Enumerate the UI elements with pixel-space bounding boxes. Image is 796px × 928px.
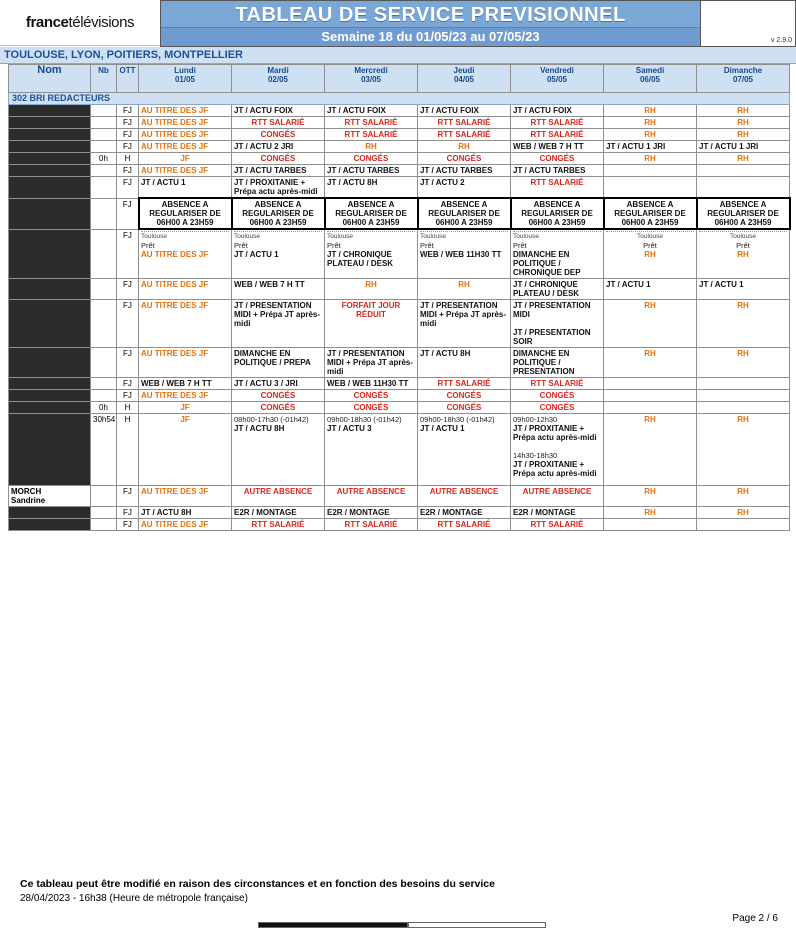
shift-cell: JT / ACTU 8H <box>418 348 511 378</box>
schedule-table <box>8 64 791 531</box>
shift-cell: RTT SALARIÉ <box>418 519 511 531</box>
cell-pret: Prêt <box>420 241 434 250</box>
cities-bar: TOULOUSE, LYON, POITIERS, MONTPELLIER <box>0 47 796 64</box>
shift-cell <box>697 402 790 414</box>
table-row <box>9 198 790 229</box>
shift-cell: CONGÉS <box>325 390 418 402</box>
absence-cell: ABSENCE A REGULARISER DE 06H00 A 23H59 <box>604 198 697 229</box>
table-row <box>9 414 790 486</box>
shift-cell: JT / PROXITANIE + Prépa actu après-midi <box>232 177 325 199</box>
shift-cell: JT / ACTU TARBES <box>418 165 511 177</box>
shift-cell: AU TITRE DES JF <box>139 279 232 300</box>
shift-cell: FORFAIT JOUR RÉDUIT <box>325 300 418 348</box>
column-header-day-5 <box>511 65 604 93</box>
table-row <box>9 507 790 519</box>
row-ott-cell: FJ <box>117 129 139 141</box>
table-row <box>9 486 790 507</box>
shift-cell: CONGÉS <box>418 153 511 165</box>
row-ott-cell: FJ <box>117 486 139 507</box>
shift-cell: CONGÉS <box>232 129 325 141</box>
shift-cell: RTT SALARIÉ <box>511 129 604 141</box>
shift-cell: Toulouse Prêt JT / ACTU 1 <box>232 229 325 279</box>
row-name-cell <box>9 390 91 402</box>
shift-cell: RH <box>697 300 790 348</box>
absence-cell: ABSENCE A REGULARISER DE 06H00 A 23H59 <box>232 198 325 229</box>
shift-cell: JT / ACTU TARBES <box>325 165 418 177</box>
cell-tag: Toulouse <box>606 231 694 241</box>
column-header-day-7 <box>697 65 790 93</box>
column-header-nb: Nb <box>91 65 117 93</box>
row-ott-cell: FJ <box>117 507 139 519</box>
shift-cell: JT / ACTU FOIX <box>232 105 325 117</box>
day-date: 04/05 <box>453 75 475 84</box>
shift-cell: 08h00-17h30 (-01h42) JT / ACTU 8H <box>232 414 325 486</box>
day-name: Dimanche <box>723 66 763 75</box>
row-ott-cell: FJ <box>117 141 139 153</box>
shift-cell: JT / ACTU 1 JRI <box>604 141 697 153</box>
shift-cell <box>697 165 790 177</box>
shift-cell: WEB / WEB 7 H TT <box>511 141 604 153</box>
shift-cell: RH <box>697 105 790 117</box>
bottom-strip-light <box>408 922 546 928</box>
shift-cell: AU TITRE DES JF <box>139 129 232 141</box>
shift-cell <box>604 165 697 177</box>
row-hours-cell: 0h <box>91 402 117 414</box>
row-name-cell <box>9 279 91 300</box>
shift-cell: JT / ACTU FOIX <box>511 105 604 117</box>
shift-cell: AU TITRE DES JF <box>139 300 232 348</box>
table-row <box>9 177 790 199</box>
table-row <box>9 129 790 141</box>
row-name-cell <box>9 378 91 390</box>
document-header <box>0 0 796 47</box>
section-label: 302 BRI REDACTEURS <box>9 93 790 105</box>
row-name-cell <box>9 129 91 141</box>
row-hours-cell <box>91 165 117 177</box>
column-header-ott: OTT <box>117 65 139 93</box>
shift-cell: CONGÉS <box>418 402 511 414</box>
row-hours-cell <box>91 279 117 300</box>
day-date: 03/05 <box>360 75 382 84</box>
row-name-cell <box>9 414 91 486</box>
shift-cell: JF <box>139 153 232 165</box>
shift-cell: WEB / WEB 11H30 TT <box>325 378 418 390</box>
row-hours-cell <box>91 117 117 129</box>
shift-cell: CONGÉS <box>511 390 604 402</box>
shift-cell: CONGÉS <box>232 390 325 402</box>
row-hours-cell: 0h <box>91 153 117 165</box>
row-name-cell <box>9 229 91 279</box>
column-header-day-2 <box>232 65 325 93</box>
table-row <box>9 279 790 300</box>
shift-cell: Toulouse Prêt WEB / WEB 11H30 TT <box>418 229 511 279</box>
logo-bold-text: france <box>25 14 69 31</box>
shift-cell: DIMANCHE EN POLITIQUE / PREPA <box>232 348 325 378</box>
absence-cell: ABSENCE A REGULARISER DE 06H00 A 23H59 <box>418 198 511 229</box>
day-date: 01/05 <box>174 75 196 84</box>
shift-cell: RH <box>604 129 697 141</box>
cell-time: 09h00-12h30 <box>513 415 558 424</box>
cell-time-2: 14h30-18h30 <box>513 451 558 460</box>
shift-cell: RTT SALARIÉ <box>325 519 418 531</box>
row-ott-cell: FJ <box>117 105 139 117</box>
table-body <box>9 93 790 531</box>
shift-cell: RTT SALARIÉ <box>511 378 604 390</box>
row-name-cell <box>9 177 91 199</box>
shift-cell: JT / PRESENTATION MIDI + Prépa JT après-midi <box>232 300 325 348</box>
shift-cell <box>697 378 790 390</box>
table-row <box>9 229 790 279</box>
row-name-cell <box>9 519 91 531</box>
cell-pret: Prêt <box>234 241 248 250</box>
shift-cell <box>604 177 697 199</box>
shift-cell: Toulouse Prêt JT / CHRONIQUE PLATEAU / DESK <box>325 229 418 279</box>
cell-tag: Toulouse <box>420 231 508 241</box>
table-row <box>9 402 790 414</box>
shift-cell: Toulouse Prêt RH <box>604 229 697 279</box>
shift-cell: AU TITRE DES JF <box>139 117 232 129</box>
table-row <box>9 348 790 378</box>
shift-cell: RH <box>604 348 697 378</box>
shift-cell: JT / ACTU TARBES <box>232 165 325 177</box>
week-subtitle: Semaine 18 du 01/05/23 au 07/05/23 <box>161 27 700 46</box>
shift-cell: RH <box>604 507 697 519</box>
shift-cell: WEB / WEB 7 H TT <box>139 378 232 390</box>
shift-cell: RTT SALARIÉ <box>418 117 511 129</box>
row-hours-cell <box>91 177 117 199</box>
shift-cell: AU TITRE DES JF <box>139 519 232 531</box>
row-hours-cell <box>91 105 117 117</box>
cell-time: 09h00-18h30 (-01h42) <box>327 415 402 424</box>
row-ott-cell: H <box>117 153 139 165</box>
shift-cell: CONGÉS <box>232 153 325 165</box>
row-ott-cell: FJ <box>117 300 139 348</box>
shift-cell: AUTRE ABSENCE <box>232 486 325 507</box>
row-name-cell <box>9 507 91 519</box>
row-name-cell <box>9 198 91 229</box>
shift-cell: AU TITRE DES JF <box>139 486 232 507</box>
column-header-nom: Nom <box>9 65 91 93</box>
footer <box>20 878 780 904</box>
shift-cell: 09h00-18h30 (-01h42) JT / ACTU 3 <box>325 414 418 486</box>
shift-cell: JT / PRESENTATION MIDI + Prépa JT après-midi <box>418 300 511 348</box>
page-number: Page 2 / 6 <box>732 913 778 924</box>
row-hours-cell <box>91 229 117 279</box>
shift-cell: RH <box>604 117 697 129</box>
shift-cell: JT / ACTU 2 <box>418 177 511 199</box>
shift-cell: DIMANCHE EN POLITIQUE / PRESENTATION <box>511 348 604 378</box>
row-ott-cell: FJ <box>117 390 139 402</box>
shift-cell: RH <box>325 279 418 300</box>
column-header-day-1 <box>139 65 232 93</box>
shift-cell: RTT SALARIÉ <box>511 519 604 531</box>
day-date: 05/05 <box>546 75 568 84</box>
cell-pret: Prêt <box>736 241 750 250</box>
shift-cell: CONGÉS <box>511 402 604 414</box>
shift-cell: JT / ACTU 1 <box>604 279 697 300</box>
shift-cell: RTT SALARIÉ <box>232 117 325 129</box>
shift-cell <box>697 177 790 199</box>
shift-cell: RH <box>604 486 697 507</box>
table-row <box>9 105 790 117</box>
cell-tag: Toulouse <box>513 231 601 241</box>
shift-cell: RH <box>697 117 790 129</box>
day-name: Mardi <box>267 66 289 75</box>
shift-cell: JF <box>139 414 232 486</box>
shift-cell: E2R / MONTAGE <box>232 507 325 519</box>
day-date: 07/05 <box>732 75 754 84</box>
shift-cell: RH <box>604 300 697 348</box>
shift-cell: CONGÉS <box>511 153 604 165</box>
shift-cell <box>604 402 697 414</box>
shift-cell: RH <box>697 348 790 378</box>
shift-cell: E2R / MONTAGE <box>325 507 418 519</box>
cell-time: 09h00-18h30 (-01h42) <box>420 415 495 424</box>
shift-cell: RH <box>697 414 790 486</box>
shift-cell: RTT SALARIÉ <box>511 177 604 199</box>
shift-cell: AU TITRE DES JF <box>139 105 232 117</box>
footer-generated: 28/04/2023 - 16h38 (Heure de métropole française) <box>20 893 248 904</box>
row-ott-cell: FJ <box>117 348 139 378</box>
row-hours-cell <box>91 390 117 402</box>
shift-cell: AU TITRE DES JF <box>139 390 232 402</box>
row-name-cell <box>9 300 91 348</box>
shift-cell <box>697 519 790 531</box>
shift-cell: JT / CHRONIQUE PLATEAU / DESK <box>511 279 604 300</box>
absence-cell: ABSENCE A REGULARISER DE 06H00 A 23H59 <box>697 198 790 229</box>
shift-cell: JT / ACTU 3 / JRI <box>232 378 325 390</box>
shift-cell: RTT SALARIÉ <box>418 378 511 390</box>
france-televisions-logo <box>0 0 160 46</box>
row-name-cell <box>9 105 91 117</box>
shift-cell: JT / ACTU 1 <box>139 177 232 199</box>
row-hours-cell <box>91 300 117 348</box>
shift-cell: RH <box>418 141 511 153</box>
shift-cell: RH <box>604 153 697 165</box>
row-hours-cell: 30h54 <box>91 414 117 486</box>
row-name-cell <box>9 117 91 129</box>
cell-tag: Toulouse <box>327 231 415 241</box>
absence-cell: ABSENCE A REGULARISER DE 06H00 A 23H59 <box>325 198 418 229</box>
shift-cell: RH <box>418 279 511 300</box>
row-name-cell <box>9 141 91 153</box>
row-ott-cell: H <box>117 402 139 414</box>
row-ott-cell: FJ <box>117 177 139 199</box>
row-ott-cell: FJ <box>117 519 139 531</box>
column-header-day-3 <box>325 65 418 93</box>
shift-cell: RH <box>697 153 790 165</box>
day-name: Jeudi <box>453 66 475 75</box>
shift-cell: E2R / MONTAGE <box>418 507 511 519</box>
table-header-row <box>9 65 790 93</box>
table-row <box>9 141 790 153</box>
row-hours-cell <box>91 198 117 229</box>
row-name-cell <box>9 348 91 378</box>
row-hours-cell <box>91 519 117 531</box>
shift-cell: AUTRE ABSENCE <box>325 486 418 507</box>
row-ott-cell: H <box>117 414 139 486</box>
table-row <box>9 378 790 390</box>
row-hours-cell <box>91 141 117 153</box>
row-hours-cell <box>91 486 117 507</box>
shift-cell <box>604 519 697 531</box>
day-name: Mercredi <box>354 66 388 75</box>
table-row <box>9 390 790 402</box>
table-row <box>9 153 790 165</box>
shift-cell: AUTRE ABSENCE <box>511 486 604 507</box>
shift-cell: JT / ACTU TARBES <box>511 165 604 177</box>
row-ott-cell: FJ <box>117 117 139 129</box>
shift-cell: RH <box>604 105 697 117</box>
row-hours-cell <box>91 129 117 141</box>
shift-cell: JT / ACTU 2 JRI <box>232 141 325 153</box>
shift-cell: RTT SALARIÉ <box>232 519 325 531</box>
table-row <box>9 300 790 348</box>
day-name: Lundi <box>174 66 196 75</box>
shift-cell: RH <box>697 129 790 141</box>
row-ott-cell: FJ <box>117 378 139 390</box>
shift-cell: JT / ACTU 8H <box>325 177 418 199</box>
shift-cell: AU TITRE DES JF <box>139 348 232 378</box>
table-row <box>9 519 790 531</box>
bottom-strip-dark <box>258 922 408 928</box>
cell-time: 08h00-17h30 (-01h42) <box>234 415 309 424</box>
row-ott-cell: FJ <box>117 165 139 177</box>
shift-cell: CONGÉS <box>418 390 511 402</box>
column-header-day-4 <box>418 65 511 93</box>
shift-cell: AU TITRE DES JF <box>139 165 232 177</box>
row-name-cell: MORCH Sandrine <box>9 486 91 507</box>
shift-cell: JF <box>139 402 232 414</box>
shift-cell: Toulouse Prêt AU TITRE DES JF <box>139 229 232 279</box>
shift-cell: WEB / WEB 7 H TT <box>232 279 325 300</box>
version-label: v 2.9.0 <box>770 37 792 44</box>
day-date: 06/05 <box>639 75 661 84</box>
page-title: TABLEAU DE SERVICE PREVISIONNEL <box>235 4 626 26</box>
shift-cell: RH <box>697 507 790 519</box>
shift-cell: CONGÉS <box>232 402 325 414</box>
table-row <box>9 117 790 129</box>
row-hours-cell <box>91 507 117 519</box>
shift-cell: 09h00-12h30 JT / PROXITANIE + Prépa actu après-midi 14h30-18h30 JT / PROXITANIE + Prépa actu après-midi <box>511 414 604 486</box>
shift-cell: RTT SALARIÉ <box>511 117 604 129</box>
cell-tag: Toulouse <box>141 231 229 241</box>
shift-cell: JT / PRESENTATION MIDI + Prépa JT après-midi <box>325 348 418 378</box>
shift-cell: RH <box>325 141 418 153</box>
shift-cell: RTT SALARIÉ <box>325 117 418 129</box>
row-ott-cell: FJ <box>117 279 139 300</box>
shift-cell: AU TITRE DES JF <box>139 141 232 153</box>
column-header-day-6 <box>604 65 697 93</box>
shift-cell: E2R / MONTAGE <box>511 507 604 519</box>
footer-notice: Ce tableau peut être modifié en raison des circonstances et en fonction des besoins du service <box>20 878 495 890</box>
shift-cell: RH <box>697 486 790 507</box>
row-name-cell <box>9 153 91 165</box>
shift-cell: 09h00-18h30 (-01h42) JT / ACTU 1 <box>418 414 511 486</box>
shift-cell: JT / ACTU 1 <box>697 279 790 300</box>
logo-rest-text: télévisions <box>68 14 135 31</box>
absence-cell: ABSENCE A REGULARISER DE 06H00 A 23H59 <box>139 198 232 229</box>
shift-cell: CONGÉS <box>325 153 418 165</box>
shift-cell <box>604 390 697 402</box>
row-hours-cell <box>91 348 117 378</box>
table-row <box>9 165 790 177</box>
cell-pret: Prêt <box>643 241 657 250</box>
cell-pret: Prêt <box>141 241 155 250</box>
shift-cell: RTT SALARIÉ <box>325 129 418 141</box>
shift-cell: AUTRE ABSENCE <box>418 486 511 507</box>
shift-cell: JT / ACTU FOIX <box>418 105 511 117</box>
row-ott-cell: FJ <box>117 229 139 279</box>
shift-cell: JT / ACTU 8H <box>139 507 232 519</box>
version-cell <box>701 0 796 47</box>
shift-cell: Toulouse Prêt DIMANCHE EN POLITIQUE / CHRONIQUE DEP <box>511 229 604 279</box>
shift-cell: Toulouse Prêt RH <box>697 229 790 279</box>
shift-cell: RH <box>604 414 697 486</box>
shift-cell: CONGÉS <box>325 402 418 414</box>
cell-tag: Toulouse <box>234 231 322 241</box>
shift-cell: JT / ACTU FOIX <box>325 105 418 117</box>
row-ott-cell: FJ <box>117 198 139 229</box>
absence-cell: ABSENCE A REGULARISER DE 06H00 A 23H59 <box>511 198 604 229</box>
row-name-cell <box>9 402 91 414</box>
row-name-cell <box>9 165 91 177</box>
bottom-strip <box>258 922 548 928</box>
shift-cell: JT / PRESENTATION MIDI JT / PRESENTATION SOIR <box>511 300 604 348</box>
shift-cell <box>697 390 790 402</box>
shift-cell <box>604 378 697 390</box>
cell-tag: Toulouse <box>699 231 787 241</box>
cell-pret: Prêt <box>327 241 341 250</box>
day-name: Vendredi <box>540 66 574 75</box>
day-date: 02/05 <box>267 75 289 84</box>
shift-cell: RTT SALARIÉ <box>418 129 511 141</box>
cell-pret: Prêt <box>513 241 527 250</box>
title-banner <box>160 0 701 47</box>
day-name: Samedi <box>635 66 665 75</box>
section-row <box>9 93 790 105</box>
row-hours-cell <box>91 378 117 390</box>
shift-cell: JT / ACTU 1 JRI <box>697 141 790 153</box>
